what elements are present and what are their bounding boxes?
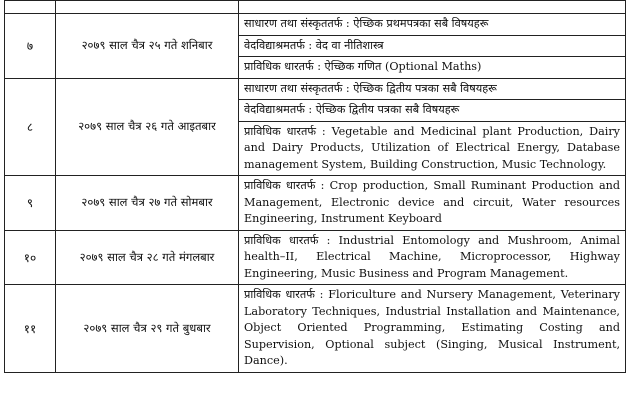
subject-entry: प्राविधिक धारतर्फ : Vegetable and Medicinal plant Production, Dairy and Dairy Products, Utilization of Electrical Energy, Database management System, Building Construction, Music Technology. [239,121,626,176]
subject-entry: वेदविद्याश्रमतर्फ : वेद वा नीतिशास्त्र [239,35,626,57]
table-row [5,176,626,231]
cell-num [5,1,56,14]
table-row [5,285,626,373]
subject-entry: साधारण तथा संस्कृततर्फ : ऐच्छिक द्वितीय पत्रका सबै विषयहरू [239,78,626,100]
row-number: ७ [5,14,56,79]
subject-entry: प्राविधिक धारतर्फ : ऐच्छिक गणित (Optional Maths) [239,57,626,79]
exam-date: २०७९ साल चैत्र २७ गते सोमबार [56,176,239,231]
row-number: ९ [5,176,56,231]
exam-date: २०७९ साल चैत्र २५ गते शनिबार [56,14,239,79]
cell-date [56,1,239,14]
exam-date: २०७९ साल चैत्र २६ गते आइतबार [56,78,239,176]
exam-schedule-table [4,0,626,373]
exam-date: २०७९ साल चैत्र २९ गते बुधबार [56,285,239,373]
exam-date: २०७९ साल चैत्र २८ गते मंगलबार [56,230,239,285]
row-number: ११ [5,285,56,373]
table-row [5,78,626,100]
table-row [5,14,626,36]
row-number: १० [5,230,56,285]
table-row-partial-top [5,1,626,14]
subject-entry: वेदविद्याश्रमतर्फ : ऐच्छिक द्वितीय पत्रका सबै विषयहरू [239,100,626,122]
table-row [5,230,626,285]
subject-entry: प्राविधिक धारतर्फ : Industrial Entomology and Mushroom, Animal health–II, Electrical Machine, Microprocessor, Highway Engineering, Music Business and Program Management. [239,230,626,285]
subject-entry: प्राविधिक धारतर्फ : Floriculture and Nursery Management, Veterinary Laboratory Techniques, Industrial Installation and Maintenance, Object Oriented Programming, Estimating Costing and Supervision, Optional subject (Singing, Musical Instrument, Dance). [239,285,626,373]
subject-entry: साधारण तथा संस्कृततर्फ : ऐच्छिक प्रथमपत्रका सबै विषयहरू [239,14,626,36]
row-number: ८ [5,78,56,176]
subject-entry: प्राविधिक धारतर्फ : Crop production, Small Ruminant Production and Management, Electronic device and circuit, Water resources Engineering, Instrument Keyboard [239,176,626,231]
cell-subject [239,1,626,14]
